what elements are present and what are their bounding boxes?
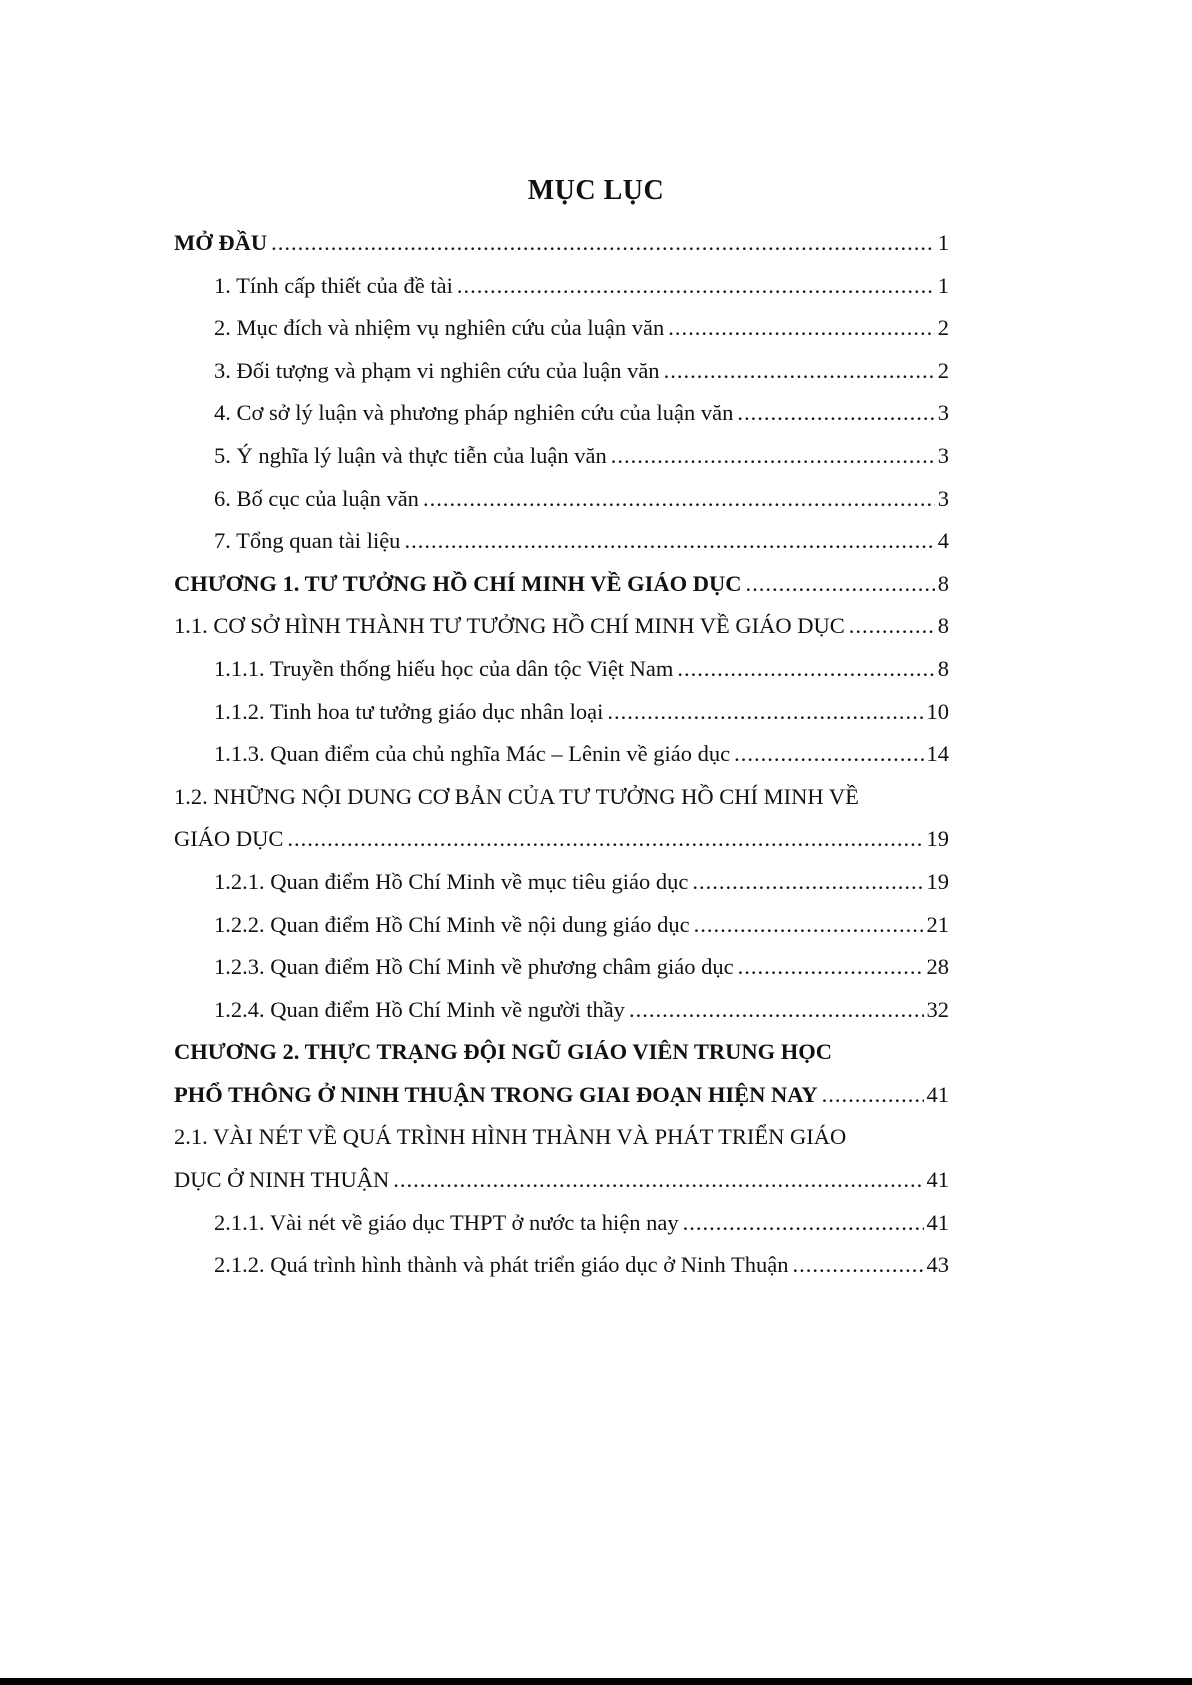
dot-leader (734, 733, 923, 776)
toc-page-number: 43 (926, 1252, 949, 1278)
dot-leader (404, 520, 934, 563)
dot-leader (677, 648, 934, 691)
toc-page-number: 19 (926, 868, 949, 894)
toc-entry-section (174, 605, 949, 648)
toc-page-number: 3 (937, 442, 949, 468)
dot-leader (668, 307, 935, 350)
toc-page-number: 3 (937, 485, 949, 511)
toc-entry-label: 1.2.1. Quan điểm Hồ Chí Minh về mục tiêu giáo dục (214, 868, 689, 894)
toc-entry-chapter-1 (174, 563, 949, 606)
toc-entry-label: CHƯƠNG 1. TƯ TƯỞNG HỒ CHÍ MINH VỀ GIÁO DỤC (174, 570, 742, 596)
toc-entry-chapter-2-line1 (174, 1031, 949, 1074)
toc-entry-label: 1.2. NHỮNG NỘI DUNG CƠ BẢN CỦA TƯ TƯỞNG HỒ CHÍ MINH VỀ (174, 783, 859, 809)
toc-entry-label: CHƯƠNG 2. THỰC TRẠNG ĐỘI NGŨ GIÁO VIÊN TRUNG HỌC (174, 1039, 832, 1065)
dot-leader (611, 435, 935, 478)
toc-page-number: 3 (937, 400, 949, 426)
toc-entry-section-line1 (174, 1116, 949, 1159)
toc-entry-label: 1.1.3. Quan điểm của chủ nghĩa Mác – Lênin về giáo dục (214, 741, 731, 767)
dot-leader (738, 946, 924, 989)
toc-entry (174, 350, 949, 393)
toc-entry-label: DỤC Ở NINH THUẬN (174, 1167, 390, 1193)
dot-leader (457, 265, 935, 308)
toc-page-number: 8 (937, 570, 949, 596)
toc-entry-label: 1.1.1. Truyền thống hiếu học của dân tộc Việt Nam (214, 655, 674, 681)
toc-entry (174, 392, 949, 435)
toc-entry-label: 5. Ý nghĩa lý luận và thực tiễn của luận văn (214, 442, 607, 468)
bottom-border (0, 1678, 1192, 1685)
toc-entry (174, 648, 949, 691)
dot-leader (692, 861, 923, 904)
dot-leader (287, 818, 923, 861)
toc-page-number: 1 (937, 272, 949, 298)
toc-entry-label: 4. Cơ sở lý luận và phương pháp nghiên cứu của luận văn (214, 400, 734, 426)
toc-page-number: 28 (926, 954, 949, 980)
toc-entry-section-line2 (174, 1159, 949, 1202)
toc-entry-label: 1.1.2. Tinh hoa tư tưởng giáo dục nhân loại (214, 698, 604, 724)
dot-leader (793, 1244, 924, 1287)
toc-page-number: 14 (926, 741, 949, 767)
toc-page-number: 8 (937, 613, 949, 639)
toc-entry-label: 3. Đối tượng và phạm vi nghiên cứu của luận văn (214, 357, 660, 383)
toc-page-number: 1 (937, 230, 949, 255)
toc-page-number: 2 (937, 357, 949, 383)
dot-leader (737, 392, 934, 435)
toc-entry (174, 946, 949, 989)
dot-leader (629, 989, 924, 1032)
toc-entry (174, 1244, 949, 1287)
toc-page-number: 21 (926, 911, 949, 937)
toc-entry (174, 904, 949, 947)
toc-entry-label: 2.1. VÀI NÉT VỀ QUÁ TRÌNH HÌNH THÀNH VÀ PHÁT TRIỂN GIÁO (174, 1124, 847, 1150)
toc-entry (174, 861, 949, 904)
toc-page-number: 10 (926, 698, 949, 724)
dot-leader (694, 904, 924, 947)
toc-entry-mo-dau (174, 222, 949, 265)
dot-leader (683, 1202, 924, 1245)
toc-entry-label: MỞ ĐẦU (174, 230, 268, 255)
toc-title: MỤC LỤC (527, 175, 665, 206)
toc-entry-label: PHỔ THÔNG Ở NINH THUẬN TRONG GIAI ĐOẠN HIỆN NAY (174, 1081, 818, 1107)
dot-leader (607, 691, 923, 734)
toc-page-number: 41 (926, 1209, 949, 1235)
toc-entry-label: 1.2.4. Quan điểm Hồ Chí Minh về người thầy (214, 996, 625, 1022)
dot-leader (271, 222, 935, 265)
toc-page-number: 4 (937, 528, 949, 554)
toc-page-number: 41 (926, 1167, 949, 1193)
toc-entry-label: GIÁO DỤC (174, 826, 284, 852)
toc-page-number: 8 (937, 655, 949, 681)
toc-entry (174, 265, 949, 308)
dot-leader (849, 605, 935, 648)
toc-entry-label: 1.2.3. Quan điểm Hồ Chí Minh về phương châm giáo dục (214, 954, 734, 980)
toc-page-number: 19 (926, 826, 949, 852)
dot-leader (423, 478, 935, 521)
toc-entry-label: 1.2.2. Quan điểm Hồ Chí Minh về nội dung giáo dục (214, 911, 690, 937)
toc-entry-chapter-2-line2 (174, 1074, 949, 1117)
toc-entry (174, 520, 949, 563)
toc-entry-label: 6. Bố cục của luận văn (214, 485, 419, 511)
dot-leader (664, 350, 935, 393)
dot-leader (822, 1074, 924, 1117)
toc-entry (174, 478, 949, 521)
toc-entry (174, 307, 949, 350)
toc-entry-section-line2 (174, 818, 949, 861)
toc-entry (174, 989, 949, 1032)
toc-entry-label: 7. Tổng quan tài liệu (214, 528, 401, 554)
toc-entry-label: 1.1. CƠ SỞ HÌNH THÀNH TƯ TƯỞNG HỒ CHÍ MINH VỀ GIÁO DỤC (174, 613, 845, 639)
toc-page-number: 2 (937, 315, 949, 341)
toc-entry (174, 1202, 949, 1245)
dot-leader (393, 1159, 923, 1202)
dot-leader (746, 563, 935, 606)
toc-entry (174, 691, 949, 734)
toc-entry (174, 733, 949, 776)
toc-entry-section-line1 (174, 776, 949, 819)
toc-entry-label: 1. Tính cấp thiết của đề tài (214, 272, 453, 298)
toc-page-number: 41 (926, 1081, 949, 1107)
toc-entry (174, 435, 949, 478)
toc-page-number: 32 (926, 996, 949, 1022)
toc-entry-label: 2. Mục đích và nhiệm vụ nghiên cứu của luận văn (214, 315, 665, 341)
toc-entry-label: 2.1.2. Quá trình hình thành và phát triển giáo dục ở Ninh Thuận (214, 1252, 789, 1278)
toc-entry-label: 2.1.1. Vài nét về giáo dục THPT ở nước ta hiện nay (214, 1209, 679, 1235)
table-of-contents (174, 222, 949, 1287)
